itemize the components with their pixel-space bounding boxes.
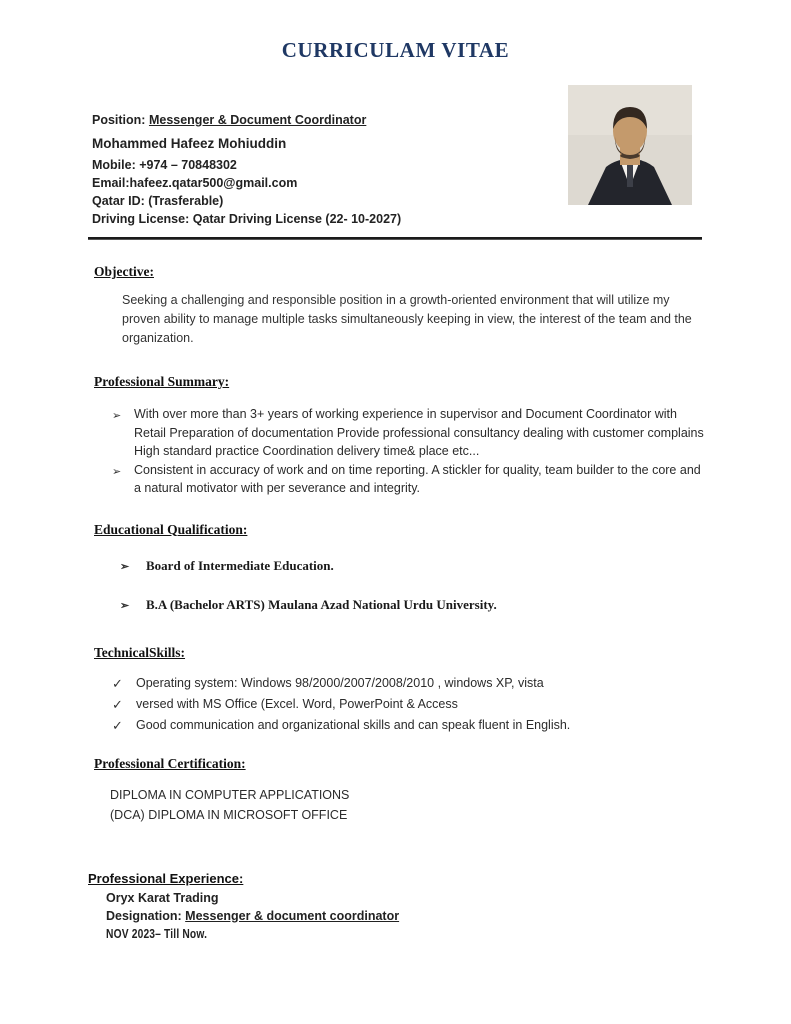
education-item-text: Board of Intermediate Education. — [146, 557, 334, 573]
list-item — [112, 405, 711, 461]
list-item — [112, 694, 711, 715]
email-line: Email:hafeez.qatar500@gmail.com — [92, 176, 298, 190]
professional-summary-heading: Professional Summary: — [94, 374, 230, 389]
experience-heading: Professional Experience: — [88, 870, 244, 886]
position-label: Position: — [92, 113, 149, 127]
experience-section — [88, 871, 791, 941]
list-item — [112, 715, 711, 736]
arrow-bullet-icon: ➢ — [112, 465, 122, 478]
list-item — [120, 558, 711, 574]
candidate-name: Mohammed Hafeez Mohiuddin — [92, 136, 287, 151]
list-item — [112, 673, 711, 694]
mobile-line: Mobile: +974 – 70848302 — [92, 158, 237, 172]
skill-item-text: Operating system: Windows 98/2000/2007/2008/2010 , windows XP, vista — [136, 675, 544, 690]
education-heading: Educational Qualification: — [94, 521, 248, 537]
technical-skills-list — [112, 673, 711, 736]
experience-period: NOV 2023– Till Now. — [106, 926, 208, 941]
driving-license-line: Driving License: Qatar Driving License (22- 10-2027) — [92, 212, 402, 226]
education-list — [120, 558, 711, 613]
qatar-id-line: Qatar ID: (Trasferable) — [92, 194, 224, 208]
designation-label: Designation: — [106, 908, 186, 923]
check-bullet-icon: ✓ — [112, 717, 123, 733]
experience-company: Oryx Karat Trading — [106, 890, 219, 905]
profile-photo-illustration — [568, 85, 692, 205]
profile-photo — [568, 85, 692, 205]
professional-summary-list — [112, 405, 711, 498]
arrow-bullet-icon: ➢ — [120, 560, 130, 573]
header-divider — [88, 237, 702, 240]
page-title: CURRICULAM VITAE — [281, 38, 510, 62]
list-item — [120, 597, 711, 613]
objective-heading: Objective: — [94, 264, 154, 279]
experience-designation-line — [106, 909, 791, 923]
skill-item-text: versed with MS Office (Excel. Word, PowerPoint & Access — [136, 696, 458, 711]
certification-heading: Professional Certification: — [94, 755, 246, 771]
position-value: Messenger & Document Coordinator — [148, 113, 367, 127]
technical-skills-heading: TechnicalSkills: — [94, 644, 186, 660]
designation-value: Messenger & document coordinator — [185, 908, 400, 923]
list-item — [112, 461, 711, 498]
education-item-text: B.A (Bachelor ARTS) Maulana Azad National Urdu University. — [146, 596, 497, 612]
certification-line: DIPLOMA IN COMPUTER APPLICATIONS — [110, 787, 350, 802]
arrow-bullet-icon: ➢ — [120, 599, 130, 612]
check-bullet-icon: ✓ — [112, 675, 123, 691]
summary-item-text: Consistent in accuracy of work and on time reporting. A stickler for quality, team builder to the core and a natural motivator with per severance and integrity. — [134, 462, 701, 495]
certification-line: (DCA) DIPLOMA IN MICROSOFT OFFICE — [110, 807, 348, 822]
certification-lines — [110, 785, 791, 825]
skill-item-text: Good communication and organizational skills and can speak fluent in English. — [136, 717, 571, 732]
arrow-bullet-icon: ➢ — [112, 410, 122, 422]
summary-item-text: With over more than 3+ years of working experience in supervisor and Document Coordinator with Retail Preparation of documentation Provide professional consultancy dealing with customer complains High standard practice Coordination delivery time& place etc... — [134, 407, 704, 458]
check-bullet-icon: ✓ — [112, 696, 123, 712]
objective-text: Seeking a challenging and responsible position in a growth-oriented environment that will utilize my proven ability to manage multiple tasks simultaneously keeping in view, the interest of the team and the organization. — [122, 293, 692, 345]
